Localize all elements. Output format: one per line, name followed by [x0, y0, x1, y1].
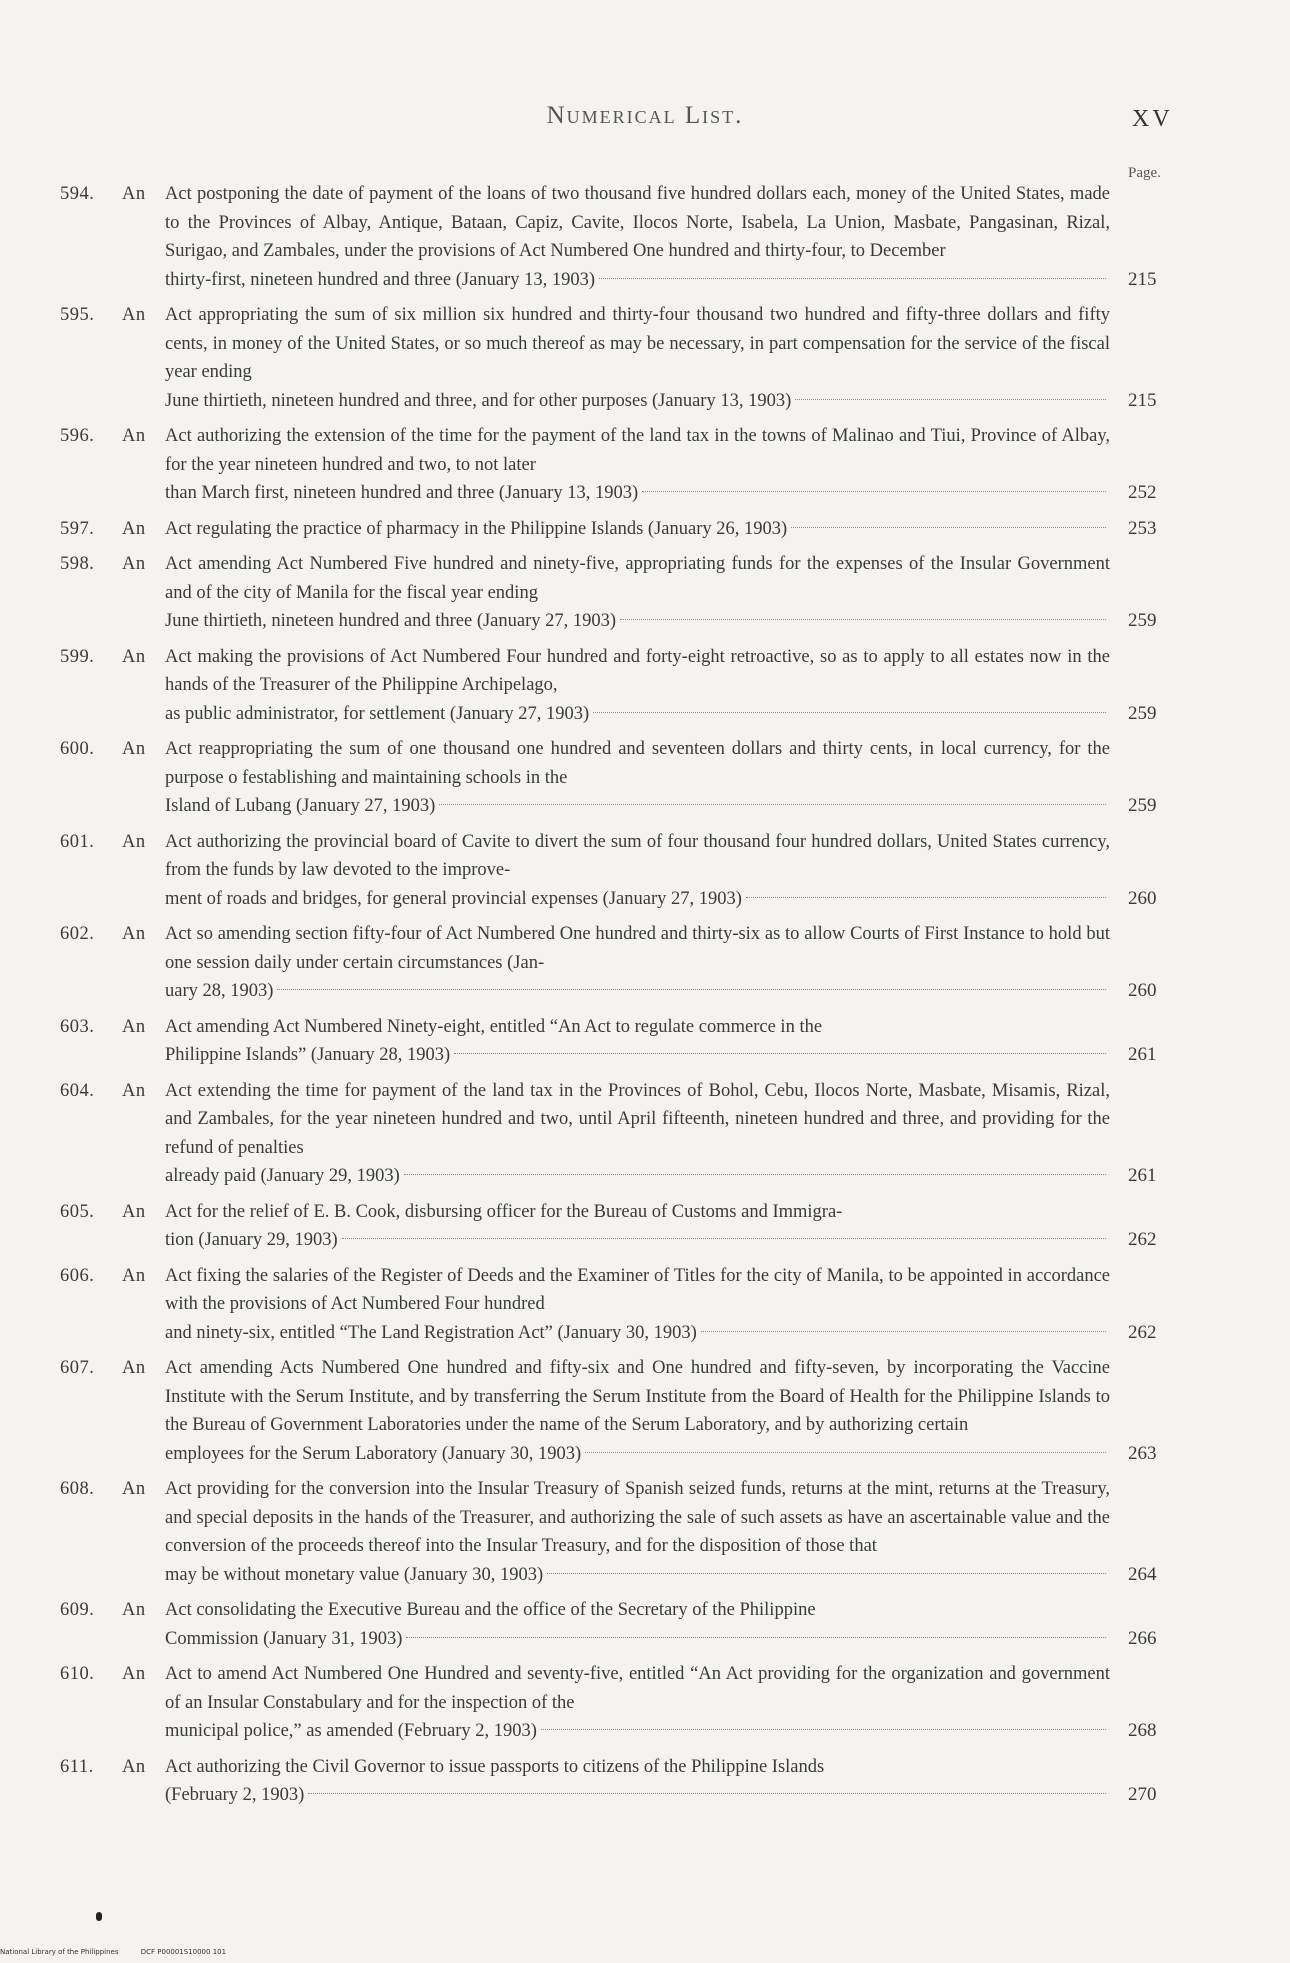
- entry-number: [60, 735, 168, 764]
- entry-number: [60, 1013, 168, 1042]
- entry-number: [60, 1198, 168, 1227]
- entry-text: Act authorizing the extension of the time for the payment of the land tax in the towns of Malinao and Tiui, Province of Albay, for the year nineteen hundred and two, to not later: [165, 426, 1110, 475]
- entry-last-line: [165, 700, 1110, 729]
- entry-text: Act amending Act Numbered Five hundred and ninety-five, appropriating funds for the expenses of the Insular Government and of the city of Manila for the fiscal year ending: [165, 554, 1110, 603]
- dot-leader: [599, 278, 1106, 279]
- list-entry: [55, 1596, 1170, 1653]
- entry-tail-text: and ninety-six, entitled “The Land Registration Act” (January 30, 1903): [165, 1322, 697, 1343]
- act-lead-word: An: [122, 426, 146, 446]
- entry-text: Act to amend Act Numbered One Hundred and seventy-five, entitled “An Act providing for the organization and government of an Insular Constabulary and for the inspection of the: [165, 1664, 1110, 1713]
- entry-number: [60, 1354, 168, 1383]
- entry-text: Act so amending section fifty-four of Act Numbered One hundred and thirty-six as to allow Courts of First Instance to hold but one session daily under certain circumstances (Jan-: [165, 924, 1110, 973]
- entry-number: [60, 1660, 168, 1689]
- act-lead-word: An: [122, 1016, 146, 1037]
- dot-leader: [406, 1637, 1106, 1638]
- act-lead-word: An: [122, 924, 146, 944]
- entry-tail-text: Act regulating the practice of pharmacy in the Philippine Islands (January 26, 1903): [165, 518, 788, 539]
- page-number: 215: [1128, 268, 1157, 290]
- dot-leader: [404, 1174, 1106, 1175]
- entry-text: Act providing for the conversion into the Insular Treasury of Spanish seized funds, returns at the mint, returns at the Treasury, and special deposits in the hands of the Treasurer, and authorizing the sale of such assets as have an ascertainable value and the conversion of the proceeds thereof into the Insular Treasury, and for the disposition of those that: [165, 1479, 1110, 1556]
- page-number: 263: [1128, 1442, 1157, 1464]
- entry-text: Act fixing the salaries of the Register of Deeds and the Examiner of Titles for the city of Manila, to be appointed in accordance with the provisions of Act Numbered Four hundred: [165, 1265, 1110, 1314]
- entry-tail-text: Commission (January 31, 1903): [165, 1628, 403, 1649]
- list-entry: [55, 1262, 1170, 1348]
- entry-text: Act making the provisions of Act Numbered Four hundred and forty-eight retroactive, so as to apply to all estates now in the hands of the Treasurer of the Philippine Archipelago,: [165, 646, 1110, 695]
- page-column-label: Page.: [1128, 165, 1161, 181]
- act-number: 600.: [60, 739, 95, 759]
- act-number: 604.: [60, 1080, 95, 1101]
- footer-library: National Library of the Philippines: [0, 1948, 119, 1956]
- page-number: 260: [1128, 980, 1157, 1001]
- act-number: 602.: [60, 924, 95, 944]
- entry-text: Act authorizing the provincial board of Cavite to divert the sum of four thousand four hundred dollars, United States currency, from the funds by law devoted to the improve-: [165, 831, 1110, 880]
- act-number: 603.: [60, 1016, 95, 1037]
- entry-number: [60, 1077, 168, 1106]
- act-number: 607.: [60, 1358, 95, 1378]
- act-lead-word: An: [122, 1201, 146, 1222]
- list-entry: [55, 1198, 1170, 1255]
- list-entry: [55, 828, 1170, 914]
- entry-tail-text: ment of roads and bridges, for general provincial expenses (January 27, 1903): [165, 888, 742, 909]
- page-number: 262: [1128, 1229, 1157, 1250]
- entry-number: [60, 422, 168, 451]
- entry-last-line: [165, 266, 1110, 295]
- entry-last-line: [165, 1781, 1110, 1810]
- page-number: 261: [1128, 1165, 1157, 1186]
- entry-tail-text: municipal police,” as amended (February 2, 1903): [165, 1721, 537, 1741]
- page-number: 252: [1128, 482, 1157, 503]
- dot-leader: [620, 619, 1106, 620]
- list-entry: [55, 1753, 1170, 1810]
- dot-leader: [746, 897, 1106, 898]
- entry-tail-text: employees for the Serum Laboratory (January 30, 1903): [165, 1443, 582, 1464]
- act-lead-word: An: [122, 1600, 146, 1620]
- footer-code: DCF P00001S10000 101: [140, 1948, 227, 1956]
- entry-last-line: [165, 1162, 1110, 1191]
- entry-last-line: [165, 885, 1110, 914]
- list-entry: [55, 1077, 1170, 1191]
- act-lead-word: An: [122, 739, 146, 759]
- entry-last-line: [165, 792, 1110, 821]
- entry-tail-text: already paid (January 29, 1903): [165, 1166, 400, 1186]
- act-lead-word: An: [122, 831, 146, 852]
- act-number: 606.: [60, 1265, 95, 1286]
- list-entry: [55, 422, 1170, 508]
- page-number: 215: [1128, 389, 1157, 411]
- page-number: 253: [1128, 517, 1157, 539]
- entry-text: Act consolidating the Executive Bureau and the office of the Secretary of the Philippine: [165, 1600, 816, 1620]
- act-number: 609.: [60, 1600, 95, 1620]
- entry-tail-text: Philippine Islands” (January 28, 1903): [165, 1045, 451, 1065]
- entry-number: [60, 301, 168, 330]
- scan-footer: [0, 1948, 226, 1956]
- entry-number: [60, 1596, 168, 1625]
- ink-speck: [96, 1912, 102, 1921]
- entry-tail-text: tion (January 29, 1903): [165, 1230, 338, 1250]
- entry-text: Act extending the time for payment of the land tax in the Provinces of Bohol, Cebu, Ilocos Norte, Masbate, Misamis, Rizal, and Zambales, for the year nineteen hundred and two, until April fifteenth, nineteen hundred and three, and providing for the refund of penalties: [165, 1080, 1110, 1158]
- page-number: 259: [1128, 610, 1157, 631]
- entry-number: [60, 1475, 168, 1504]
- entry-text: Act postponing the date of payment of the loans of two thousand five hundred dollars each, money of the United States, made to the Provinces of Albay, Antique, Bataan, Capiz, Cavite, Ilocos Norte, Isabela, La Union, Masbate, Pangasinan, Rizal, Surigao, and Zambales, under the provisions of Act Numbered One hundred and thirty-four, to December: [165, 184, 1110, 261]
- act-lead-word: An: [122, 1756, 146, 1777]
- dot-leader: [277, 989, 1106, 990]
- entry-last-line: [165, 607, 1110, 636]
- list-entry: [55, 920, 1170, 1006]
- act-number: 594.: [60, 184, 95, 204]
- entry-last-line: [165, 1561, 1110, 1590]
- dot-leader: [791, 527, 1106, 528]
- list-entry: [55, 180, 1170, 294]
- list-entry: [55, 550, 1170, 636]
- page-number: 266: [1128, 1627, 1157, 1649]
- list-entry: [55, 301, 1170, 415]
- act-lead-word: An: [122, 1080, 146, 1101]
- entry-last-line: [165, 1440, 1110, 1469]
- page-number: 268: [1128, 1720, 1157, 1741]
- act-number: 611.: [60, 1756, 94, 1777]
- entry-last-line: [165, 479, 1110, 508]
- entry-number: [60, 828, 168, 857]
- entry-last-line: [165, 977, 1110, 1006]
- act-lead-word: An: [122, 184, 146, 204]
- act-number: 595.: [60, 305, 95, 325]
- entry-last-line: [165, 515, 1110, 544]
- dot-leader: [454, 1053, 1106, 1054]
- entry-number: [60, 1262, 168, 1291]
- act-number: 598.: [60, 554, 95, 574]
- act-number: 610.: [60, 1664, 95, 1684]
- entry-tail-text: as public administrator, for settlement (January 27, 1903): [165, 703, 590, 724]
- list-entry: [55, 1013, 1170, 1070]
- entry-tail-text: than March first, nineteen hundred and three (January 13, 1903): [165, 483, 639, 503]
- list-entry: [55, 1475, 1170, 1589]
- page-number: 270: [1128, 1784, 1157, 1805]
- dot-leader: [541, 1729, 1106, 1730]
- entry-tail-text: June thirtieth, nineteen hundred and three (January 27, 1903): [165, 611, 617, 631]
- dot-leader: [593, 712, 1106, 713]
- page-number: 261: [1128, 1044, 1157, 1065]
- dot-leader: [701, 1331, 1106, 1332]
- entry-text: Act appropriating the sum of six million six hundred and thirty-four thousand two hundred and fifty-three dollars and fifty cents, in money of the United States, or so much thereof as may be necessary, in part compensation for the service of the fiscal year ending: [165, 305, 1110, 382]
- entry-tail-text: June thirtieth, nineteen hundred and three, and for other purposes (January 13, 1903): [165, 390, 792, 411]
- entry-last-line: [165, 1625, 1110, 1654]
- entry-text: Act authorizing the Civil Governor to issue passports to citizens of the Philippine Islands: [165, 1756, 825, 1777]
- act-number: 605.: [60, 1201, 95, 1222]
- act-lead-word: An: [122, 554, 146, 574]
- entry-text: Act reappropriating the sum of one thousand one hundred and seventeen dollars and thirty cents, in local currency, for the purpose o festablishing and maintaining schools in the: [165, 739, 1110, 788]
- page-number: 259: [1128, 702, 1157, 724]
- entry-last-line: [165, 1041, 1110, 1070]
- entry-number: [60, 550, 168, 579]
- act-lead-word: An: [122, 1358, 146, 1378]
- act-number: 601.: [60, 831, 95, 852]
- act-lead-word: An: [122, 1664, 146, 1684]
- act-lead-word: An: [122, 518, 146, 539]
- act-number: 597.: [60, 518, 95, 539]
- list-entry: [55, 735, 1170, 821]
- dot-leader: [547, 1573, 1106, 1574]
- page-number: 259: [1128, 795, 1157, 816]
- act-lead-word: An: [122, 1479, 146, 1499]
- entry-tail-text: thirty-first, nineteen hundred and three (January 13, 1903): [165, 269, 595, 290]
- dot-leader: [642, 491, 1106, 492]
- entry-number: [60, 515, 168, 544]
- act-lead-word: An: [122, 646, 146, 667]
- running-head: Numerical List.: [546, 102, 744, 129]
- entry-number: [60, 180, 168, 209]
- entry-tail-text: (February 2, 1903): [165, 1785, 305, 1805]
- list-entry: [55, 515, 1170, 544]
- act-lead-word: An: [122, 305, 146, 325]
- entry-number: [60, 1753, 168, 1782]
- entry-last-line: [165, 1717, 1110, 1746]
- dot-leader: [439, 804, 1106, 805]
- entry-last-line: [165, 387, 1110, 416]
- entry-tail-text: Island of Lubang (January 27, 1903): [165, 796, 436, 816]
- page-number: 264: [1128, 1563, 1157, 1585]
- page-folio: XV: [1132, 106, 1173, 132]
- act-number: 608.: [60, 1479, 95, 1499]
- list-entry: [55, 1660, 1170, 1746]
- act-number: 596.: [60, 426, 95, 446]
- entry-text: Act for the relief of E. B. Cook, disbursing officer for the Bureau of Customs and Immigra-: [165, 1201, 843, 1222]
- page-number: 262: [1128, 1321, 1157, 1343]
- dot-leader: [795, 399, 1106, 400]
- entry-text: Act amending Act Numbered Ninety-eight, entitled “An Act to regulate commerce in the: [165, 1016, 823, 1037]
- entry-tail-text: uary 28, 1903): [165, 981, 274, 1001]
- entry-last-line: [165, 1319, 1110, 1348]
- dot-leader: [342, 1238, 1106, 1239]
- numerical-list: [55, 180, 1170, 1817]
- entry-number: [60, 920, 168, 949]
- act-lead-word: An: [122, 1265, 146, 1286]
- dot-leader: [308, 1793, 1106, 1794]
- entry-number: [60, 643, 168, 672]
- entry-last-line: [165, 1226, 1110, 1255]
- list-entry: [55, 1354, 1170, 1468]
- entry-text: Act amending Acts Numbered One hundred and fifty-six and One hundred and fifty-seven, by incorporating the Vaccine Institute with the Serum Institute, and by transferring the Serum Institute from the Board of Health for the Philippine Islands to the Bureau of Government Laboratories under the name of the Serum Laboratory, and by authorizing certain: [165, 1358, 1110, 1435]
- entry-tail-text: may be without monetary value (January 30, 1903): [165, 1564, 544, 1585]
- page-number: 260: [1128, 887, 1157, 909]
- act-number: 599.: [60, 646, 95, 667]
- list-entry: [55, 643, 1170, 729]
- dot-leader: [585, 1452, 1106, 1453]
